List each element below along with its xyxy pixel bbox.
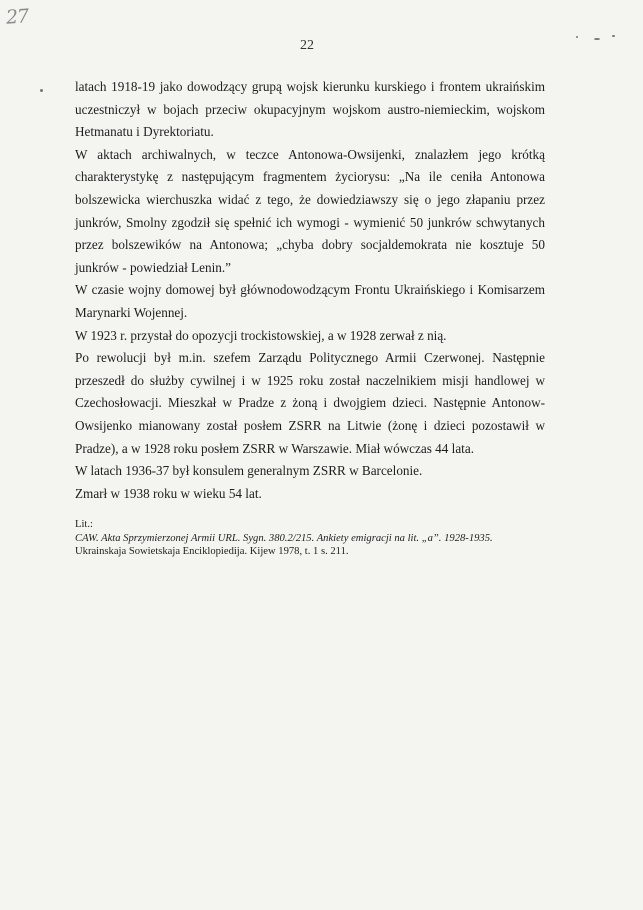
references — [75, 518, 545, 559]
body-text — [75, 76, 545, 505]
paragraph: Po rewolucji był m.in. szefem Zarządu Politycznego Armii Czerwonej. Następnie przeszedł do służby cywilnej i w 1925 roku został naczelnikiem misji handlowej w Czechosłowacji. Mieszkał w Pradze z żoną i dwojgiem dzieci. Następnie Antonow-Owsijenko mianowany został posłem ZSRR na Litwie (żonę i dzieci pozostawił w Pradze), a w 1928 roku posłem ZSRR w Warszawie. Miał wówczas 44 lata. — [75, 350, 545, 456]
reference-item: CAW. Akta Sprzymierzonej Armii URL. Sygn. 380.2/215. Ankiety emigracji na lit. „a”. 1928-1935. — [75, 532, 493, 544]
paragraph: W aktach archiwalnych, w teczce Antonowa-Owsijenki, znalazłem jego krótką charakterystykę z następującym fragmentem życiorysu: „Na ile ceniła Antonowa bolszewicka wierchuszka widać z tego, że dowiedziawszy się o jego złapaniu przez junkrów, Smolny zgodził się spełnić ich wymogi - wymienić 50 junkrów schwytanych przez bolszewików na Antonowa; „chyba dobry socjaldemokrata nie kosztuje 50 junkrów - powiedział Lenin.” — [75, 146, 545, 275]
paragraph: W czasie wojny domowej był głównodowodzącym Frontu Ukraińskiego i Komisarzem Marynarki Wojennej. — [75, 282, 545, 320]
paragraph: W 1923 r. przystał do opozycji trockistowskiej, a w 1928 zerwał z nią. — [75, 327, 447, 343]
paragraph: Zmarł w 1938 roku w wieku 54 lat. — [75, 485, 262, 501]
references-label: Lit.: — [75, 519, 93, 530]
paragraph: latach 1918-19 jako dowodzący grupą wojsk kierunku kurskiego i frontem ukraińskim uczestniczył w bojach przeciw okupacyjnym wojskom austro-niemieckim, wojskom Hetmanatu i Dyrektoriatu. — [75, 79, 545, 140]
page-number: 22 — [300, 38, 314, 53]
handwritten-archive-number: 27 — [5, 5, 29, 29]
scan-speck — [612, 35, 615, 37]
scan-speck — [576, 36, 578, 38]
reference-item: Ukrainskaja Sowietskaja Enciklopiedija. Kijew 1978, t. 1 s. 211. — [75, 546, 349, 558]
paragraph: W latach 1936-37 był konsulem generalnym ZSRR w Barcelonie. — [75, 463, 423, 479]
scan-speck — [594, 38, 600, 40]
scan-speck — [40, 89, 43, 92]
